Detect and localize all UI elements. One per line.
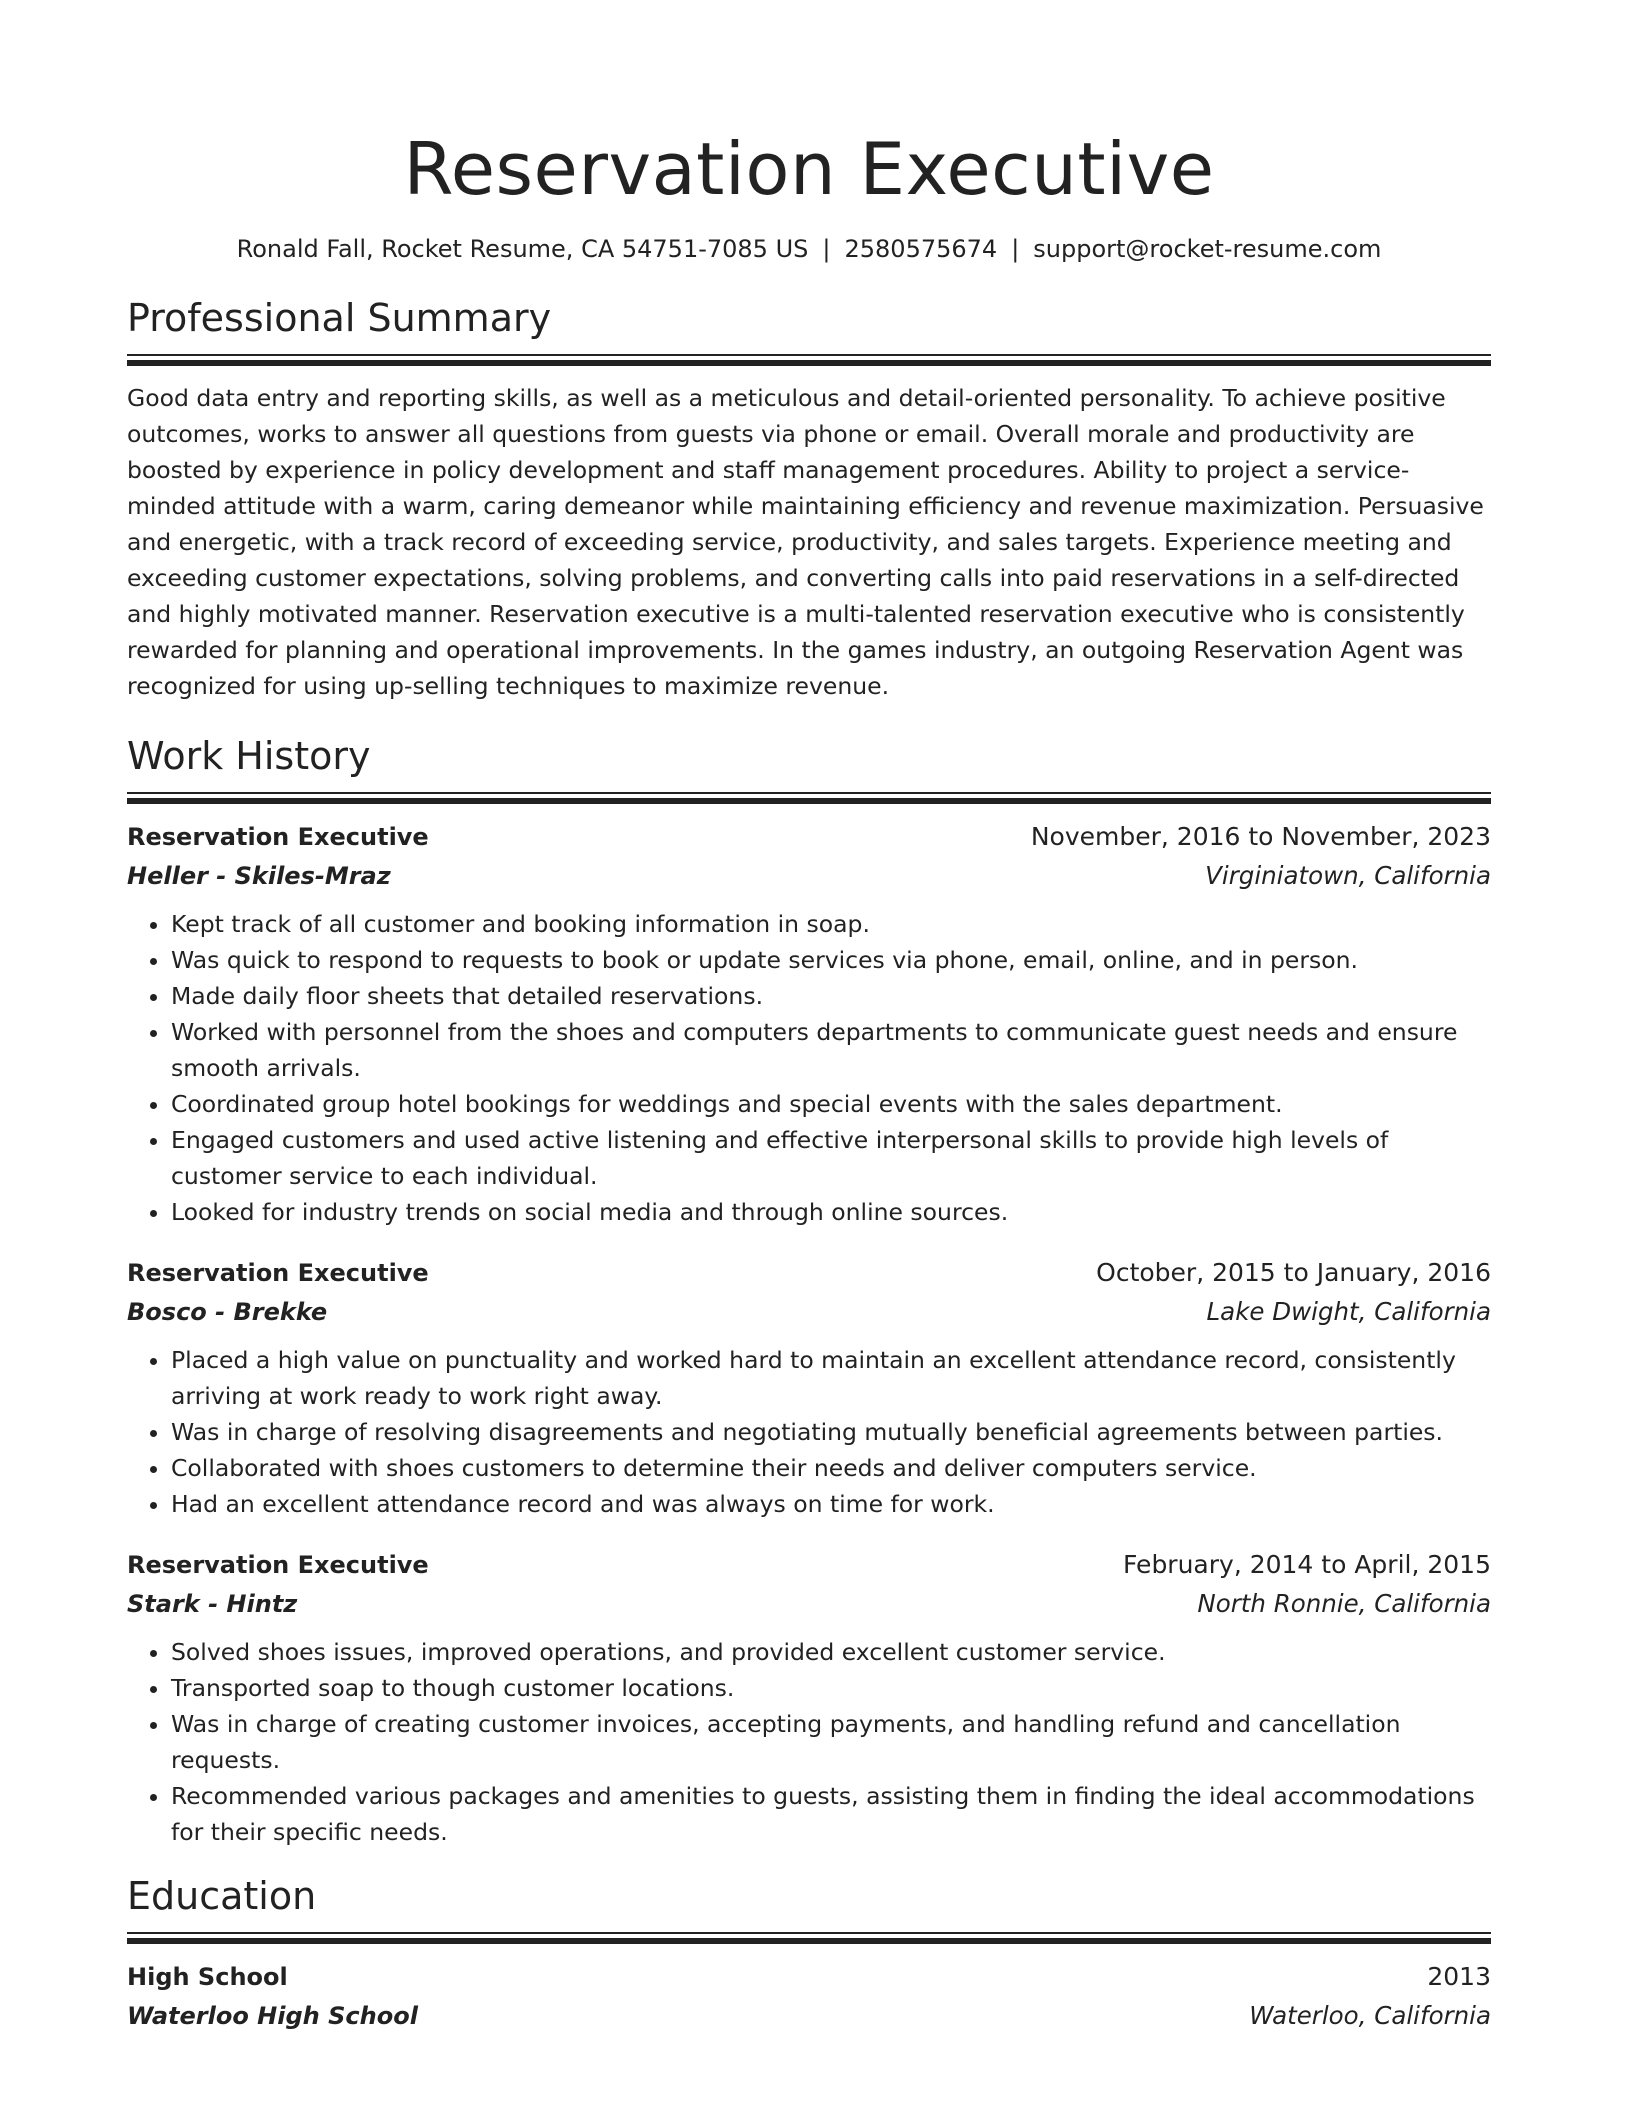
job-title: Reservation Executive <box>127 823 429 851</box>
contact-phone: 2580575674 <box>844 235 998 263</box>
job-employer: Bosco - Brekke <box>127 1298 328 1326</box>
job-dates: October, 2015 to January, 2016 <box>1096 1258 1491 1287</box>
education-year: 2013 <box>1427 1962 1491 1991</box>
education-school: Waterloo High School <box>127 2002 418 2030</box>
job-bullets <box>127 1342 1491 1522</box>
contact-email: support@rocket-resume.com <box>1033 235 1382 263</box>
job-bullets <box>127 906 1491 1230</box>
job-bullet: • Was quick to respond to requests to book or update services via phone, email, online, and in person. <box>171 942 1491 978</box>
job-employer: Stark - Hintz <box>127 1590 298 1618</box>
summary-heading: Professional Summary <box>127 296 552 340</box>
job-bullet: • Engaged customers and used active listening and effective interpersonal skills to provide high levels of customer service to each individual. <box>171 1122 1491 1194</box>
education-location: Waterloo, California <box>1249 2001 1491 2030</box>
job-bullet: • Recommended various packages and amenities to guests, assisting them in finding the ideal accommodations for their specific needs. <box>171 1778 1491 1850</box>
education-heading: Education <box>127 1874 317 1918</box>
contact-separator: | <box>1011 235 1020 263</box>
job-location: Lake Dwight, California <box>1206 1297 1491 1326</box>
job-bullet: • Coordinated group hotel bookings for weddings and special events with the sales department. <box>171 1086 1491 1122</box>
section-rule <box>127 792 1491 804</box>
summary-section <box>127 294 1491 704</box>
job-bullet: • Collaborated with shoes customers to determine their needs and deliver computers service. <box>171 1450 1491 1486</box>
job-bullet: • Had an excellent attendance record and was always on time for work. <box>171 1486 1491 1522</box>
job-title: Reservation Executive <box>127 1551 429 1579</box>
job-bullet: • Worked with personnel from the shoes and computers departments to communicate guest needs and ensure smooth arrivals. <box>171 1014 1491 1086</box>
job-bullet: • Solved shoes issues, improved operations, and provided excellent customer service. <box>171 1634 1491 1670</box>
job-entry <box>127 1254 1491 1522</box>
job-bullet: • Kept track of all customer and booking information in soap. <box>171 906 1491 942</box>
job-bullet: • Was in charge of resolving disagreements and negotiating mutually beneficial agreements between parties. <box>171 1414 1491 1450</box>
contact-separator: | <box>822 235 831 263</box>
resume-page <box>127 0 1491 2036</box>
section-rule <box>127 354 1491 366</box>
section-rule <box>127 1932 1491 1944</box>
job-entry <box>127 818 1491 1230</box>
job-employer: Heller - Skiles-Mraz <box>127 862 391 890</box>
summary-text: Good data entry and reporting skills, as well as a meticulous and detail-oriented personality. To achieve positive outcomes, works to answer all questions from guests via phone or email. Overall morale and productivity are boosted by experience in policy development and staff management procedures. Ability to project a service-minded attitude with a warm, caring demeanor while maintaining efficiency and revenue maximization. Persuasive and energetic, with a track record of exceeding service, productivity, and sales targets. Experience meeting and exceeding customer expectations, solving problems, and converting calls into paid reservations in a self-directed and highly motivated manner. Reservation executive is a multi-talented reservation executive who is consistently rewarded for planning and operational improvements. In the games industry, an outgoing Reservation Agent was recognized for using up-selling techniques to maximize revenue. <box>127 384 1484 700</box>
education-degree: High School <box>127 1963 288 1991</box>
work-history-section <box>127 732 1491 1850</box>
job-bullet: • Made daily floor sheets that detailed reservations. <box>171 978 1491 1014</box>
job-dates: November, 2016 to November, 2023 <box>1030 822 1491 851</box>
education-section <box>127 1872 1491 2036</box>
job-title: Reservation Executive <box>127 1259 429 1287</box>
job-bullet: • Was in charge of creating customer invoices, accepting payments, and handling refund and cancellation requests. <box>171 1706 1491 1778</box>
job-dates: February, 2014 to April, 2015 <box>1123 1550 1491 1579</box>
job-bullets <box>127 1634 1491 1850</box>
work-history-heading: Work History <box>127 734 371 778</box>
job-bullet: • Transported soap to though customer locations. <box>171 1670 1491 1706</box>
job-entry <box>127 1546 1491 1850</box>
education-entry <box>127 1958 1491 2036</box>
job-bullet: • Placed a high value on punctuality and worked hard to maintain an excellent attendance record, consistently arriving at work ready to work right away. <box>171 1342 1491 1414</box>
job-location: Virginiatown, California <box>1205 861 1491 890</box>
job-bullet: • Looked for industry trends on social media and through online sources. <box>171 1194 1491 1230</box>
contact-line <box>127 234 1491 264</box>
resume-title: Reservation Executive <box>403 127 1215 211</box>
job-location: North Ronnie, California <box>1197 1589 1491 1618</box>
contact-address: Ronald Fall, Rocket Resume, CA 54751-7085 US <box>236 235 809 263</box>
